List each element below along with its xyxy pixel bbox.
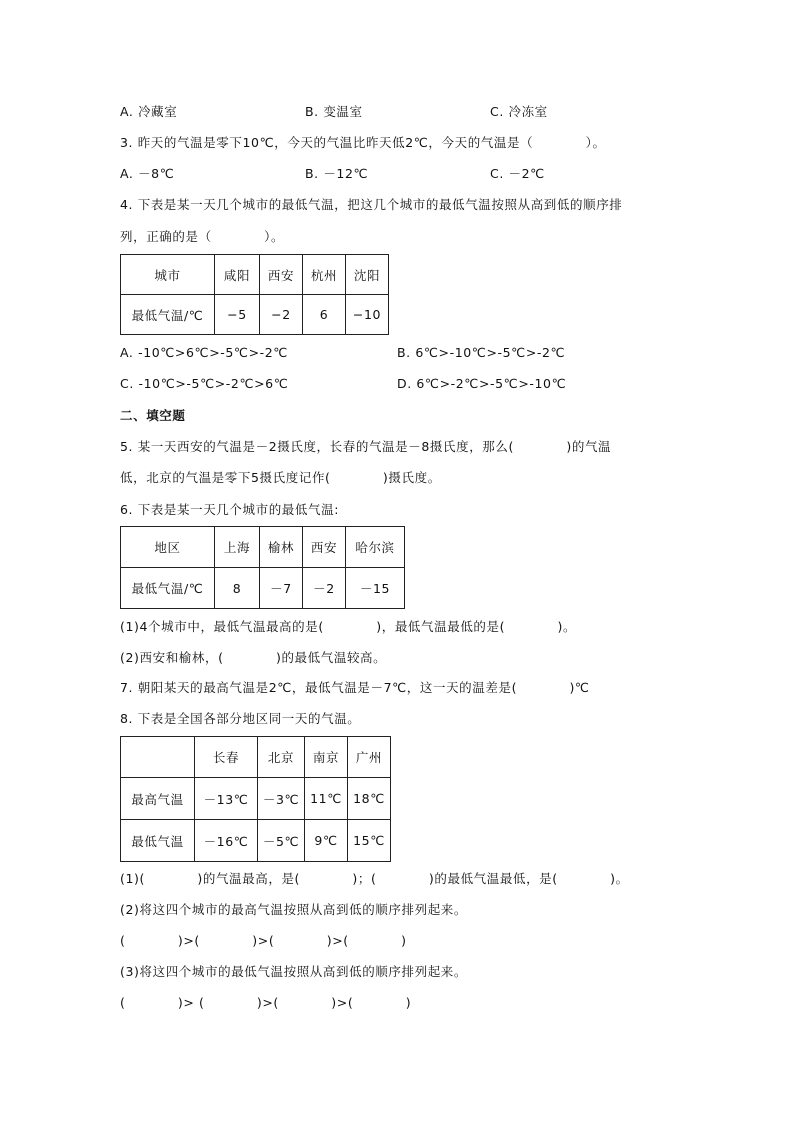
q8-table [120,736,391,862]
q8-sub2: (2)将这四个城市的最高气温按照从高到低的顺序排列起来。 [120,902,468,917]
q2-option-c: C. 冷冻室 [490,104,548,119]
q8-sub1: (1)( )的气温最高，是( )；( )的最低气温最低，是( )。 [120,871,629,886]
q6-table [120,526,405,609]
q6-table-cell: 8 [215,568,260,609]
q4-table [120,254,389,335]
q6-table-cell: －15 [346,568,405,609]
section2-title: 二、填空题 [120,408,186,423]
q8-table-cell: 18℃ [348,778,391,820]
q6-sub1: (1)4个城市中，最低气温最高的是( )，最低气温最低的是( )。 [120,619,577,634]
q8-table-header-guangzhou: 广州 [348,737,391,778]
q5-text-line1: 5. 某一天西安的气温是－2摄氏度，长春的气温是－8摄氏度，那么( )的气温 [120,439,612,454]
q3-option-a: A. －8℃ [120,166,175,181]
q4-option-c: C. -10℃>-5℃>-2℃>6℃ [120,376,289,391]
q3-text: 3. 昨天的气温是零下10℃，今天的气温比昨天低2℃，今天的气温是（ ）。 [120,135,606,150]
q3-option-c: C. －2℃ [490,166,545,181]
q8-table-row-label-low: 最低气温 [121,820,195,862]
q4-text-line1: 4. 下表是某一天几个城市的最低气温，把这几个城市的最低气温按照从高到低的顺序排 [120,197,623,212]
q4-option-d: D. 6℃>-2℃>-5℃>-10℃ [397,376,567,391]
q6-table-row-label: 最低气温/℃ [121,568,215,609]
q8-table-cell: －13℃ [195,778,258,820]
q6-table-header-region: 地区 [121,527,215,568]
q8-table-row-label-high: 最高气温 [121,778,195,820]
q8-table-cell: －5℃ [258,820,305,862]
q6-table-cell: －7 [260,568,303,609]
q3-option-b: B. －12℃ [305,166,369,181]
q8-table-header-beijing: 北京 [258,737,305,778]
q8-sub3-blanks: ( )> ( )>( )>( ) [120,995,412,1010]
q8-table-header-changchun: 长春 [195,737,258,778]
q4-option-b: B. 6℃>-10℃>-5℃>-2℃ [397,345,566,360]
q5-text-line2: 低，北京的气温是零下5摄氏度记作( )摄氏度。 [120,470,441,485]
q4-table-cell: −5 [215,295,260,335]
q4-table-header-xianyang: 咸阳 [215,255,260,295]
q4-table-header-hangzhou: 杭州 [303,255,346,295]
q4-table-cell: −2 [260,295,303,335]
q8-table-cell: 11℃ [305,778,348,820]
q6-table-header-shanghai: 上海 [215,527,260,568]
q8-sub2-blanks: ( )>( )>( )>( ) [120,933,407,948]
q6-table-header-harbin: 哈尔滨 [346,527,405,568]
q4-table-cell: −10 [346,295,389,335]
q7-text: 7. 朝阳某天的最高气温是2℃，最低气温是－7℃，这一天的温差是( )℃ [120,680,590,695]
q2-option-b: B. 变温室 [305,104,363,119]
q8-table-cell: －16℃ [195,820,258,862]
q4-table-header-xian: 西安 [260,255,303,295]
q6-sub2: (2)西安和榆林，( )的最低气温较高。 [120,650,387,665]
q6-table-header-yulin: 榆林 [260,527,303,568]
q4-text-line2: 列，正确的是（ ）。 [120,229,285,244]
q8-table-cell: 9℃ [305,820,348,862]
q8-sub3: (3)将这四个城市的最低气温按照从高到低的顺序排列起来。 [120,964,468,979]
q8-table-header-nanjing: 南京 [305,737,348,778]
q8-text: 8. 下表是全国各部分地区同一天的气温。 [120,711,361,726]
q4-table-header-shenyang: 沈阳 [346,255,389,295]
q4-option-a: A. -10℃>6℃>-5℃>-2℃ [120,345,288,360]
q8-table-header-blank [121,737,195,778]
q6-text: 6. 下表是某一天几个城市的最低气温: [120,502,340,517]
q4-table-row-label: 最低气温/℃ [121,295,215,335]
q2-option-a: A. 冷藏室 [120,104,178,119]
q8-table-cell: 15℃ [348,820,391,862]
q4-table-header-city: 城市 [121,255,215,295]
q6-table-header-xian: 西安 [303,527,346,568]
q4-table-cell: 6 [303,295,346,335]
q8-table-cell: －3℃ [258,778,305,820]
q6-table-cell: －2 [303,568,346,609]
